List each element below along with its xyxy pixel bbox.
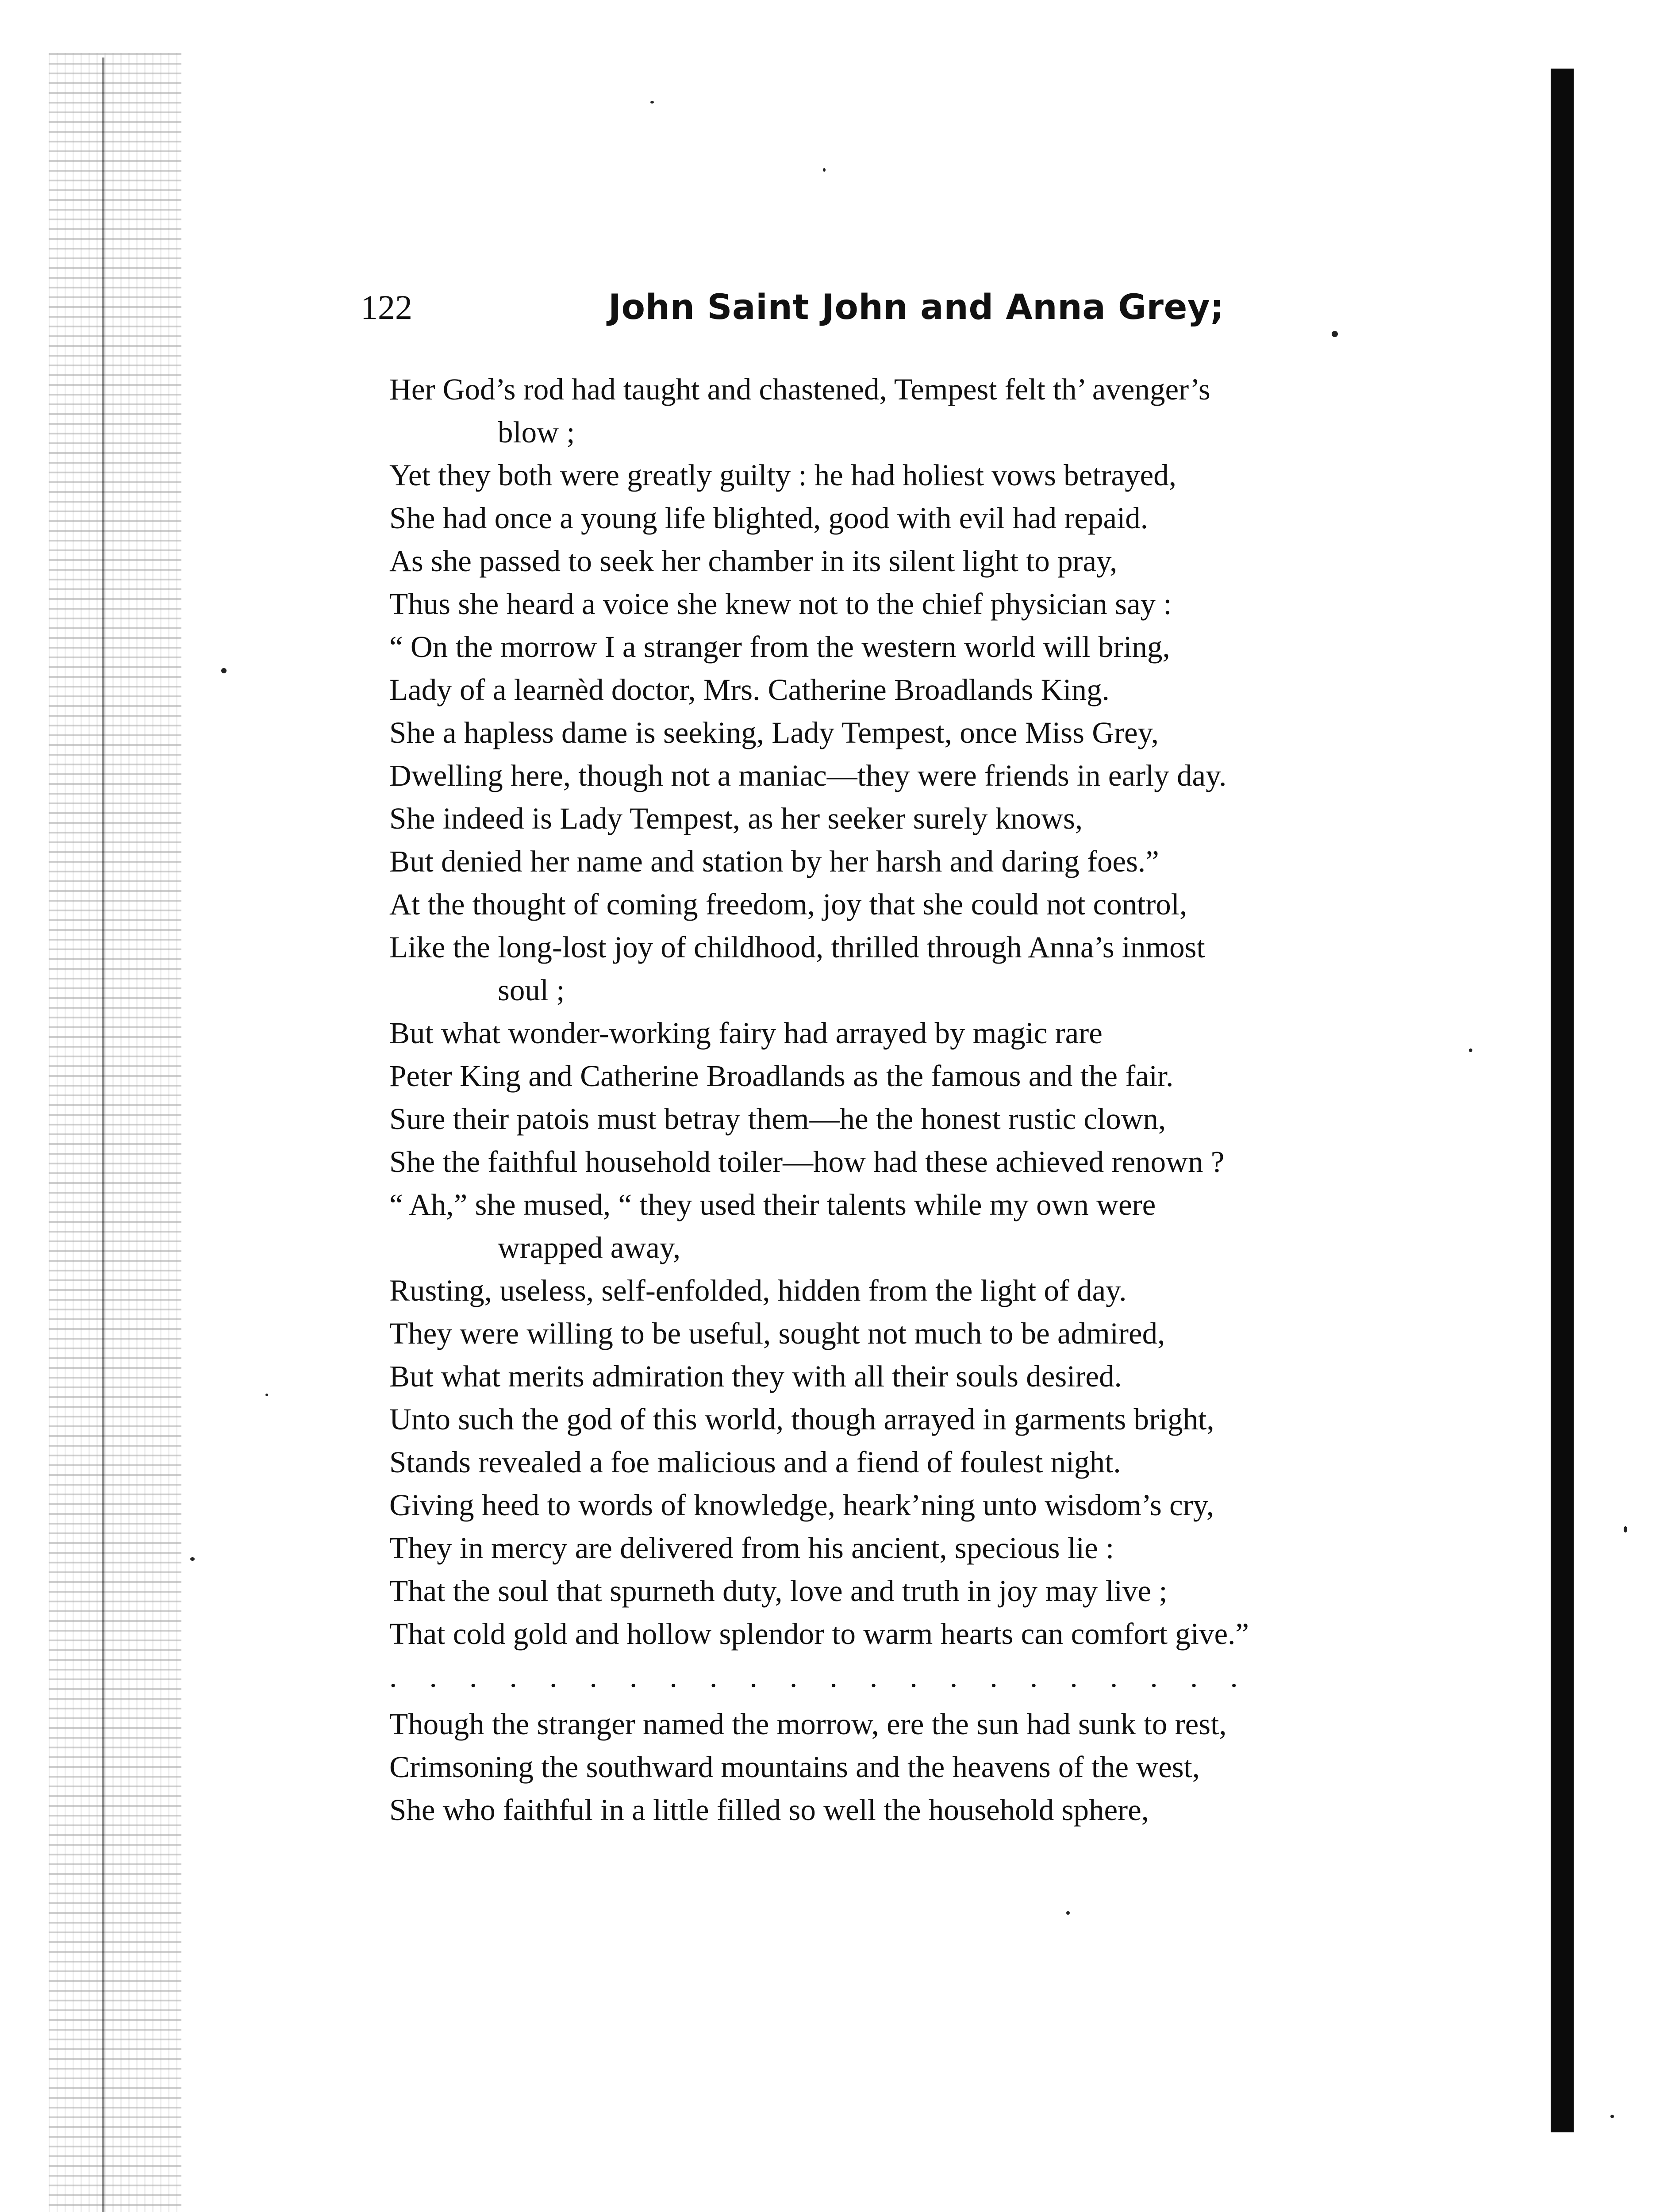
poem-line: Rusting, useless, self-enfolded, hidden from the light of day. (389, 1274, 1127, 1307)
poem-line: That the soul that spurneth duty, love and truth in joy may live ; (389, 1574, 1168, 1608)
poem-line: But denied her name and station by her harsh and daring foes.” (389, 845, 1159, 878)
poem-line-continuation: soul ; (498, 973, 565, 1007)
scan-speck (823, 168, 826, 172)
poem-line: Dwelling here, though not a maniac—they were friends in early day. (389, 759, 1227, 792)
poem-line-continuation: wrapped away, (498, 1231, 681, 1264)
poem-line: Unto such the god of this world, though arrayed in garments bright, (389, 1402, 1214, 1436)
poem-line: Lady of a learnèd doctor, Mrs. Catherine Broadlands King. (389, 673, 1110, 707)
scan-speck (190, 1557, 195, 1561)
poem-line: Yet they both were greatly guilty : he had holiest vows betrayed, (389, 458, 1176, 492)
poem-line: That cold gold and hollow splendor to warm hearts can comfort give.” (389, 1617, 1249, 1651)
poem-line: They were willing to be useful, sought not much to be admired, (389, 1317, 1165, 1350)
poem-line: At the thought of coming freedom, joy that she could not control, (389, 887, 1187, 921)
scan-speck (650, 101, 654, 104)
poem-line: Crimsoning the southward mountains and the heavens of the west, (389, 1750, 1200, 1784)
poem-line: She had once a young life blighted, good with evil had repaid. (389, 501, 1148, 535)
poem-line: As she passed to seek her chamber in its silent light to pray, (389, 544, 1118, 578)
poem-line: But what merits admiration they with all their souls desired. (389, 1359, 1122, 1393)
poem-line: “ Ah,” she mused, “ they used their talents while my own were (389, 1188, 1156, 1221)
scan-speck (221, 668, 227, 673)
scan-speck (265, 1394, 268, 1396)
poem-line: She who faithful in a little filled so well the household sphere, (389, 1793, 1149, 1827)
running-title: John Saint John and Anna Grey; (608, 288, 1224, 327)
poem-line: Peter King and Catherine Broadlands as the famous and the fair. (389, 1059, 1174, 1093)
poem-line: She the faithful household toiler—how had these achieved renown ? (389, 1145, 1225, 1179)
poem-line: But what wonder-working fairy had arrayed by magic rare (389, 1016, 1103, 1050)
scan-speck (1624, 1526, 1627, 1532)
poem-line: Like the long-lost joy of childhood, thrilled through Anna’s inmost (389, 930, 1205, 964)
poem-line: Stands revealed a foe malicious and a fiend of foulest night. (389, 1445, 1121, 1479)
poem-line: Though the stranger named the morrow, ere the sun had sunk to rest, (389, 1707, 1227, 1741)
scan-speck (1332, 331, 1338, 337)
poem-line: They in mercy are delivered from his ancient, specious lie : (389, 1531, 1114, 1565)
poem-line: Giving heed to words of knowledge, heark’ning unto wisdom’s cry, (389, 1488, 1214, 1522)
page-number: 122 (361, 288, 412, 326)
poem-line: “ On the morrow I a stranger from the western world will bring, (389, 630, 1170, 664)
poem-line: Her God’s rod had taught and chastened, Tempest felt th’ avenger’s (389, 373, 1210, 406)
poem-line-continuation: blow ; (498, 415, 575, 449)
poem-line: She indeed is Lady Tempest, as her seeker surely knows, (389, 802, 1083, 835)
section-separator-dots: . . . . . . . . . . . . . . . . . . . . . . (389, 1660, 1238, 1694)
poem-line: Thus she heard a voice she knew not to the chief physician say : (389, 587, 1172, 621)
scan-speck (1066, 1911, 1070, 1915)
poem-line: She a hapless dame is seeking, Lady Tempest, once Miss Grey, (389, 716, 1159, 749)
scan-speck (1610, 2115, 1614, 2118)
poem-line: Sure their patois must betray them—he the honest rustic clown, (389, 1102, 1166, 1136)
scan-speck (1469, 1048, 1472, 1052)
